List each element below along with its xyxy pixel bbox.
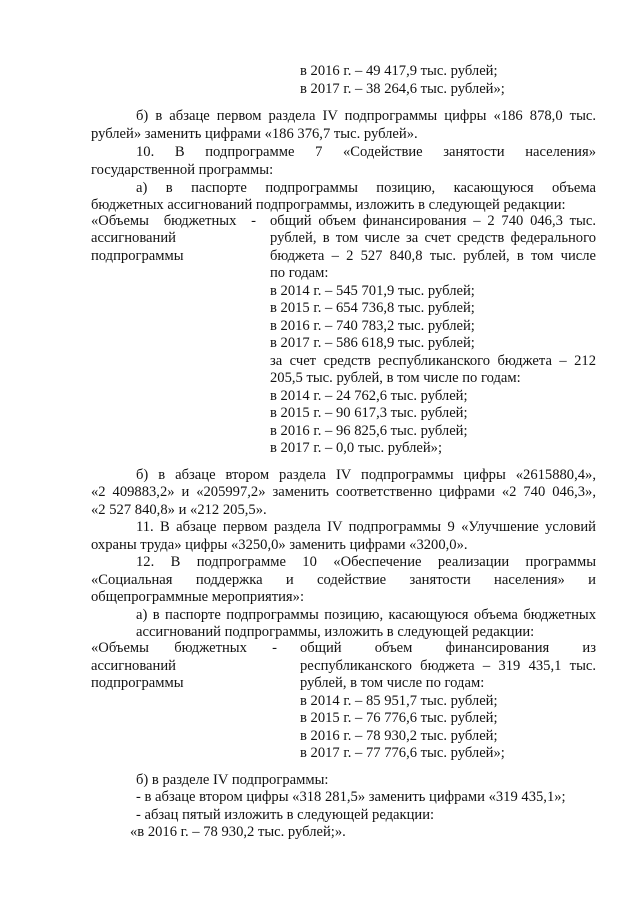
table-label: «Объемы бюджетных - [91,213,256,229]
table-value: по годам: [270,265,329,281]
table-value: в 2017 г. – 0,0 тыс. рублей»; [270,440,442,456]
table-label: подпрограммы [91,248,184,264]
table-label: ассигнований [91,230,176,246]
text-line: ассигнований подпрограммы, изложить в следующей редакции: [136,624,535,640]
table-value: бюджета – 2 527 840,8 тыс. рублей, в том числе [270,248,596,264]
text-line: в 2017 г. – 38 264,6 тыс. рублей»; [300,81,505,97]
text-line: «Социальная поддержка и содействие занятости населения» и [91,572,596,588]
table-value: общий объем финансирования – 2 740 046,3 тыс. [270,213,596,229]
table-value: в 2016 г. – 96 825,6 тыс. рублей; [270,423,468,439]
table-value: в 2015 г. – 76 776,6 тыс. рублей; [300,710,498,726]
table-value: за счет средств республиканского бюджета – 212 [270,353,596,369]
text-line: общепрограммные мероприятия»: [91,589,304,605]
table-value: в 2017 г. – 586 618,9 тыс. рублей; [270,335,475,351]
table-value: общий объем финансирования из [300,640,596,656]
table-value: в 2017 г. – 77 776,6 тыс. рублей»; [300,745,505,761]
table-value: в 2016 г. – 78 930,2 тыс. рублей; [300,728,498,744]
text-line: в 2016 г. – 49 417,9 тыс. рублей; [300,63,498,79]
table-value: 205,5 тыс. рублей, в том числе по годам: [270,370,521,386]
text-line: а) в паспорте подпрограммы позицию, касающуюся объема бюджетных [136,607,596,623]
text-line: охраны труда» цифры «3250,0» заменить цифрами «3200,0». [91,537,468,553]
text-line: б) в разделе IV подпрограммы: [136,772,329,788]
text-line: б) в абзаце втором раздела IV подпрограммы цифры «2615880,4», [136,467,596,483]
text-line: «2 527 840,8» и «212 205,5». [91,502,267,518]
text-line: - в абзаце втором цифры «318 281,5» заменить цифрами «319 435,1»; [136,789,566,805]
text-line: 12. В подпрограмме 10 «Обеспечение реализации программы [136,554,596,570]
text-line: государственной программы: [91,162,274,178]
text-line: «в 2016 г. – 78 930,2 тыс. рублей;». [130,824,346,840]
text-line: а) в паспорте подпрограммы позицию, касающуюся объема [136,180,596,196]
table-label: ассигнований [91,658,176,674]
table-value: в 2014 г. – 545 701,9 тыс. рублей; [270,283,475,299]
table-value: рублей, в том числе за счет средств федерального [270,230,596,246]
text-line: 10. В подпрограмме 7 «Содействие занятости населения» [136,144,596,160]
text-line: бюджетных ассигнований подпрограммы, изложить в следующей редакции: [91,197,566,213]
text-line: рублей» заменить цифрами «186 376,7 тыс. рублей». [91,126,418,142]
table-label: подпрограммы [91,675,184,691]
table-label: «Объемы бюджетных - [91,640,277,656]
table-value: в 2014 г. – 24 762,6 тыс. рублей; [270,388,468,404]
text-line: б) в абзаце первом раздела IV подпрограммы цифры «186 878,0 тыс. [136,108,596,124]
table-value: в 2015 г. – 654 736,8 тыс. рублей; [270,300,475,316]
text-line: - абзац пятый изложить в следующей редакции: [136,807,435,823]
table-value: республиканского бюджета – 319 435,1 тыс. [300,658,596,674]
table-value: в 2015 г. – 90 617,3 тыс. рублей; [270,405,468,421]
table-value: в 2014 г. – 85 951,7 тыс. рублей; [300,693,498,709]
table-value: в 2016 г. – 740 783,2 тыс. рублей; [270,318,475,334]
text-line: 11. В абзаце первом раздела IV подпрограммы 9 «Улучшение условий [136,519,596,535]
text-line: «2 409883,2» и «205997,2» заменить соответственно цифрами «2 740 046,3», [91,484,596,500]
table-value: рублей, в том числе по годам: [300,675,485,691]
